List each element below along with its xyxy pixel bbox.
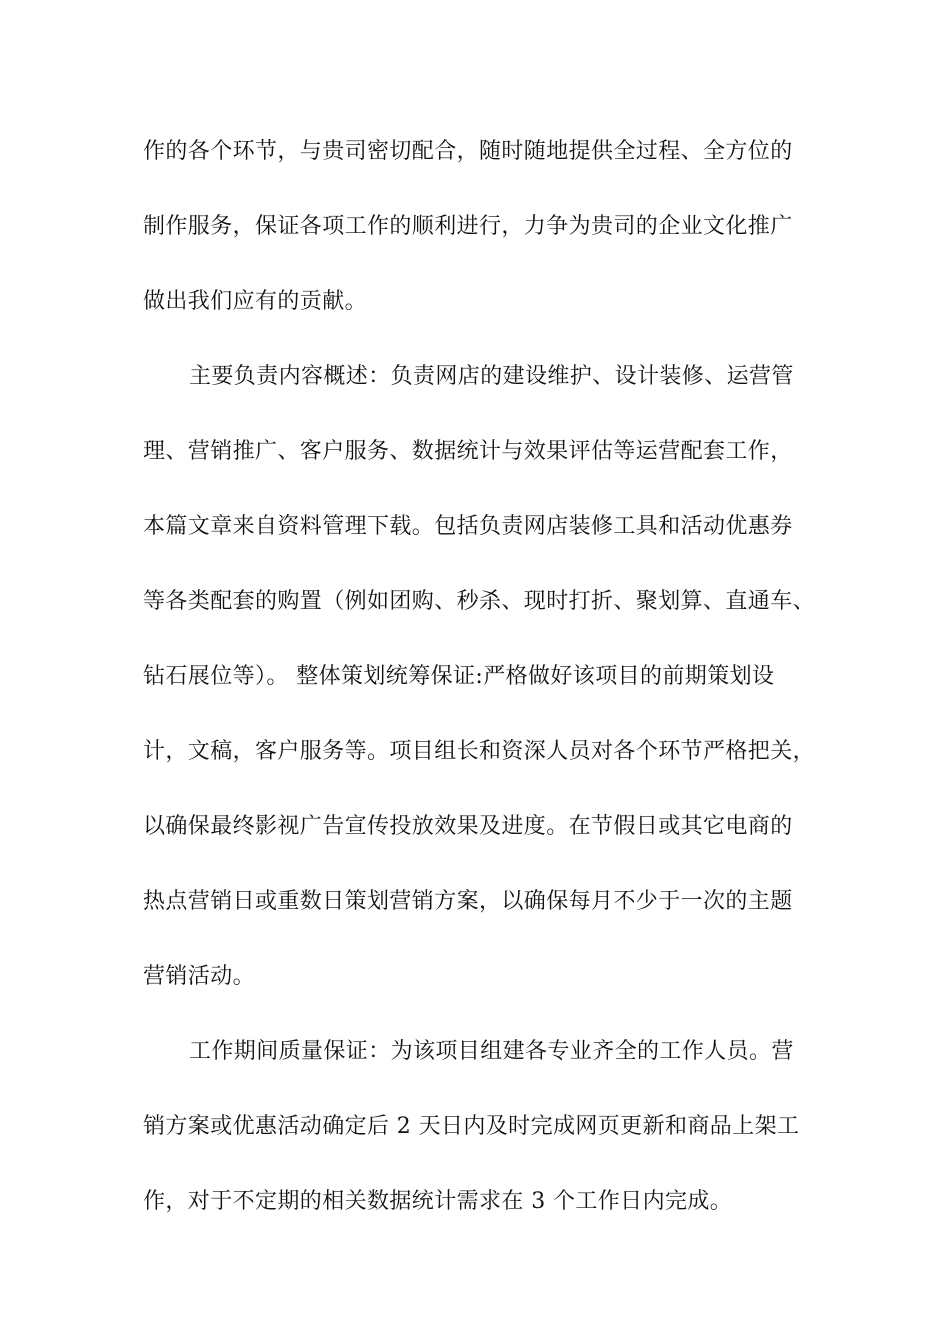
paragraph-line: 做出我们应有的贡献。 <box>143 289 368 314</box>
paragraph-line: 本篇文章来自资料管理下载。包括负责网店装修工具和活动优惠券 <box>143 514 793 539</box>
paragraph-line: 等各类配套的购置（例如团购、秒杀、现时打折、聚划算、直通车、 <box>143 589 816 614</box>
paragraph-line: 主要负责内容概述：负责网店的建设维护、设计装修、运营管 <box>189 364 794 389</box>
paragraph-line: 销方案或优惠活动确定后 2 天日内及时完成网页更新和商品上架工 <box>143 1114 800 1139</box>
paragraph-line: 制作服务，保证各项工作的顺利进行，力争为贵司的企业文化推广 <box>143 214 793 239</box>
paragraph-line: 作的各个环节，与贵司密切配合，随时随地提供全过程、全方位的 <box>143 139 793 164</box>
paragraph-line: 热点营销日或重数日策划营销方案，以确保每月不少于一次的主题 <box>143 889 793 914</box>
paragraph-line: 工作期间质量保证：为该项目组建各专业齐全的工作人员。营 <box>189 1039 794 1064</box>
paragraph-line: 计，文稿，客户服务等。项目组长和资深人员对各个环节严格把关， <box>143 739 816 764</box>
paragraph-line: 营销活动。 <box>143 964 256 989</box>
paragraph-line: 理、营销推广、客户服务、数据统计与效果评估等运营配套工作， <box>143 439 793 464</box>
paragraph-line: 以确保最终影视广告宣传投放效果及进度。在节假日或其它电商的 <box>143 814 793 839</box>
paragraph-line: 钻石展位等）。 整体策划统筹保证:严格做好该项目的前期策划设 <box>143 664 775 689</box>
paragraph-line: 作，对于不定期的相关数据统计需求在 3 个工作日内完成。 <box>143 1189 733 1214</box>
